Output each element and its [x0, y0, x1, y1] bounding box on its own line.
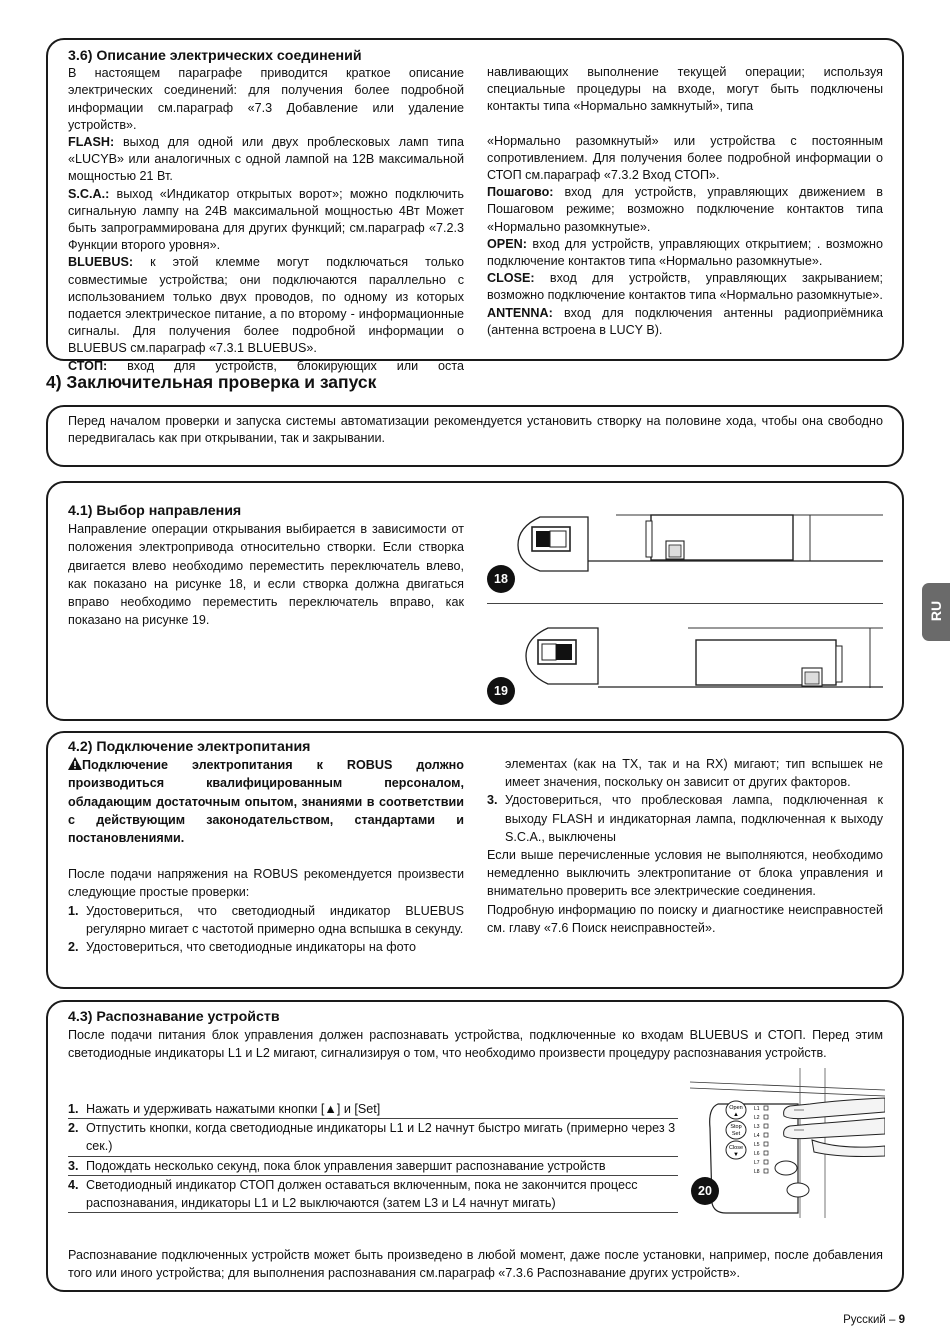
flash-description [68, 134, 464, 186]
step-label: Пошагово: [487, 185, 554, 200]
figure-20-badge: 20 [691, 1177, 719, 1205]
language-side-tab [922, 583, 950, 641]
checks-list-continued [487, 791, 883, 846]
section-4-2-title: 4.2) Подключение электропитания [68, 739, 311, 755]
check-item: 2. Удостовериться, что светодиодные индикаторы на фото [68, 940, 417, 955]
section-4-3-header [68, 1008, 883, 1063]
checks-intro: После подачи напряжения на ROBUS рекомендуется произвести следующие простые проверки: [68, 867, 464, 900]
figure-19-drawing [488, 618, 883, 698]
page-number: 9 [898, 1314, 905, 1326]
footer-language: Русский [843, 1314, 886, 1326]
svg-text:L2: L2 [754, 1115, 760, 1121]
close-button-label: Close [728, 1145, 744, 1151]
step-item: 3. Подождать несколько секунд, пока блок управления завершит распознавание устройств [68, 1157, 678, 1176]
svg-text:L7: L7 [754, 1160, 760, 1166]
antenna-text: вход для подключения антенны радиоприёмника (антенна встроена в LUCY B). [487, 305, 883, 337]
recognition-steps [68, 1100, 678, 1213]
open-button-label: Open [729, 1105, 743, 1111]
set-button-label: Set [731, 1131, 741, 1137]
section-4-2-left-column [68, 738, 464, 956]
section-4-1-title: 4.1) Выбор направления [68, 503, 242, 519]
section-3-6-title: 3.6) Описание электрических соединений [68, 48, 362, 64]
power-warning-text: Подключение электропитания к ROBUS должно производиться квалифицированным персоналом, обладающим достаточным опытом, знаниями в соответствии с действующим законодательством, стандартами и постановлениями. [68, 758, 464, 846]
section-4-3-outro: Распознавание подключенных устройств может быть произведено в любой момент, даже после установки, например, после добавления того или иного устройства; для выполнения распознавания см.параграф «7.3.6 Распознавание других устройств». [68, 1248, 883, 1281]
checks-fail-text: Если выше перечисленные условия не выполняются, необходимо немедленно выключить электропитание от блока управления и внимательно проверить все электрические соединения. [487, 848, 883, 899]
svg-text:L1: L1 [754, 1106, 760, 1112]
step-item: 2. Отпустить кнопки, когда светодиодные индикаторы L1 и L2 начнут быстро мигать (примерно через 3 сек.) [68, 1119, 678, 1156]
warning-triangle-icon [68, 757, 82, 770]
svg-text:L8: L8 [754, 1169, 760, 1175]
stop-continuation-2: «Нормально разомкнутый» или устройства с постоянным сопротивлением. Для получения более подробной информации о СТОП см.параграф «7.3.2 Вход СТОП». [487, 133, 883, 183]
open-text: вход для устройств, управляющих открытием; . возможно подключение контактов типа «Нормально разомкнутые». [487, 236, 883, 269]
bluebus-label: BLUEBUS: [68, 255, 134, 270]
steps-list [68, 1100, 678, 1213]
section-4-1-body: Направление операции открывания выбирается в зависимости от положения электропривода относительно створки. Если створка двигается влево необходимо переместить переключатель влево, как показано на рисунке 18, и если створка должна двигаться вправо необходимо переместить переключатель вправо, как показано на рисунке 19. [68, 522, 464, 628]
svg-text:▲: ▲ [733, 1112, 739, 1118]
step-text: вход для устройств, управляющих движением в Пошаговом режиме; возможно подключение контактов типа «Нормально разомкнутые». [487, 185, 883, 234]
bluebus-text: к этой клемме могут подключаться только совместимые устройства; они подключаются параллельно с использованием только двух проводов, по одному из которых подается электрическое питание, а по второму - информационные сигналы. Для получения более подробной информации о BLUEBUS см.параграф «7.3.1 BLUEBUS». [68, 255, 464, 356]
section-3-6-left-column [68, 48, 464, 375]
figure-20-drawing [690, 1068, 885, 1218]
section-4-1-text-column [68, 502, 464, 629]
flash-text: выход для одной или двух проблесковых ламп типа «LUCYB» или аналогичных с одной лампой на 12В максимальной мощностью 21 Вт. [68, 135, 464, 184]
svg-text:L4: L4 [754, 1133, 760, 1139]
stop-continuation-1: навливающих выполнение текущей операции; используя специальные процедуры на входе, могут быть подключены контакты типа «Нормально замкнутый», типа [487, 65, 883, 114]
troubleshooting-reference: Подробную информацию по поиску и диагностике неисправностей см. главу «7.6 Поиск неисправностей». [487, 902, 883, 935]
antenna-label: ANTENNA: [487, 305, 553, 320]
svg-text:▼: ▼ [733, 1152, 739, 1158]
check-item-2-continuation: элементах (как на TX, так и на RX) мигают; тип вспышек не имеет значения, поскольку он зависит от других факторов. [505, 757, 883, 790]
step-description [487, 184, 883, 236]
stop-text: вход для устройств, блокирующих или оста [107, 358, 464, 373]
power-warning [68, 756, 464, 847]
close-text: вход для устройств, управляющих закрыванием; возможно подключение контактов типа «Нормально разомкнутые». [487, 271, 883, 303]
step-item: 4. Светодиодный индикатор СТОП должен оставаться включенным, пока не закончится процесс распознавания, индикаторы L1 и L2 выключаются (затем L3 и L4 начнут мигать) [68, 1176, 678, 1213]
figure-divider [487, 603, 883, 604]
section-4-title: 4) Заключительная проверка и запуск [46, 372, 377, 392]
figure-18-drawing [488, 505, 883, 597]
figure-19-badge: 19 [487, 677, 515, 705]
section-3-6-right-column [487, 64, 883, 339]
footer-separator: – [885, 1314, 899, 1326]
sca-label: S.C.A.: [68, 186, 110, 201]
step-item: 1. Нажать и удерживать нажатыми кнопки [▲] и [Set] [68, 1100, 678, 1119]
section-4-3-title: 4.3) Распознавание устройств [68, 1009, 280, 1025]
close-description [487, 270, 883, 304]
open-label: OPEN: [487, 236, 527, 251]
section-3-6-intro: В настоящем параграфе приводится краткое описание электрических соединений: для получения более подробной информации см.параграф «7.3 Добавление или удаление устройств». [68, 66, 464, 132]
section-4-intro: Перед началом проверки и запуска системы автоматизации рекомендуется установить створку на половине хода, чтобы она свободно передвигалась как при открывании, так и закрывании. [68, 414, 883, 446]
flash-label: FLASH: [68, 135, 115, 150]
checks-list [68, 902, 464, 957]
section-4-3-intro: После подачи питания блок управления должен распознавать устройства, подключенные ко входам BLUEBUS и СТОП. Перед этим светодиодные индикаторы L1 и L2 мигают, сигнализируя о том, что необходимо произвести процедуру распознавания устройств. [68, 1028, 883, 1061]
antenna-description [487, 305, 883, 339]
svg-text:L6: L6 [754, 1151, 760, 1157]
svg-text:L3: L3 [754, 1124, 760, 1130]
section-4-2-right-column [487, 755, 883, 937]
stop-label: СТОП: [68, 358, 108, 373]
open-description [487, 236, 883, 270]
figure-18-badge: 18 [487, 565, 515, 593]
svg-text:L5: L5 [754, 1142, 760, 1148]
check-item: 3. Удостовериться, что проблесковая лампа, подключенная к выходу FLASH и индикаторная лампа, подключенная к выходу S.C.A., выключены [487, 793, 883, 844]
language-side-tab-label: RU [928, 600, 945, 622]
bluebus-description [68, 254, 464, 357]
page-footer [843, 1314, 905, 1326]
close-label: CLOSE: [487, 271, 535, 286]
check-item: 1. Удостовериться, что светодиодный индикатор BLUEBUS регулярно мигает с частотой примерно одна вспышка в секунду. [68, 903, 464, 936]
stop-button-label: Stop [730, 1124, 742, 1130]
sca-text: выход «Индикатор открытых ворот»; можно подключить сигнальную лампу на 24В максимальной мощностью 4Вт Может быть запрограммирована для других функций; см.параграф «7.2.3 Функции второго уровня». [68, 186, 464, 253]
sca-description [68, 186, 464, 255]
